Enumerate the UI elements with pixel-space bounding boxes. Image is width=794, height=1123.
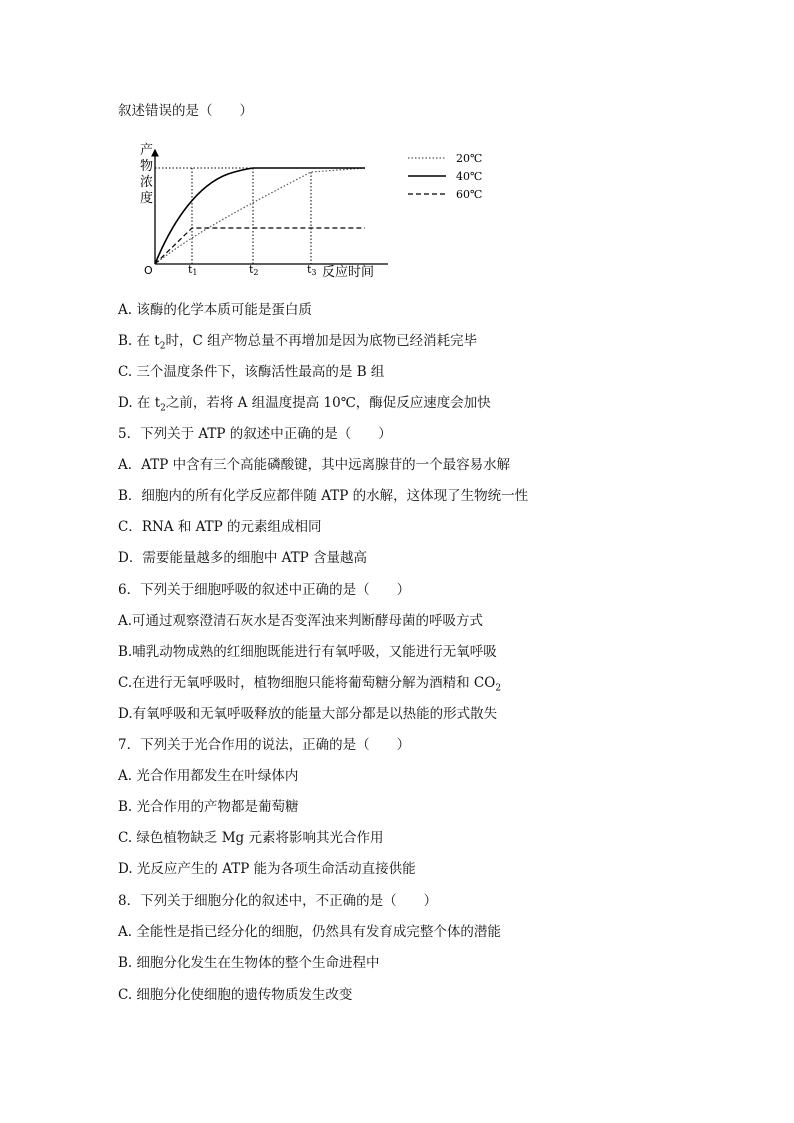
y-axis-label-1: 产 (140, 143, 154, 158)
question-7-stem: 7．下列关于光合作用的说法，正确的是（ ） (118, 737, 411, 753)
question-4-tail: 叙述错误的是（ ） (118, 103, 253, 119)
q7-option-a: A. 光合作用都发生在叶绿体内 (118, 768, 299, 784)
q6-option-a: A.可通过观察澄清石灰水是否变浑浊来判断酵母菌的呼吸方式 (118, 613, 484, 629)
series-20c-line (155, 168, 365, 264)
y-axis-label-3: 浓 (140, 175, 154, 190)
q7-option-d: D. 光反应产生的 ATP 能为各项生命活动直接供能 (118, 861, 416, 877)
question-8-stem: 8．下列关于细胞分化的叙述中，不正确的是（ ） (118, 893, 438, 909)
tick-t2: t2 (249, 263, 259, 277)
enzyme-reaction-chart (128, 140, 498, 290)
q4-option-d: D. 在 $t_2$之前，若将 A 组温度提高 10℃，酶促反应速度会加快 (118, 395, 491, 414)
q6-option-b: B.哺乳动物成熟的红细胞既能进行有氧呼吸，又能进行无氧呼吸 (118, 644, 497, 660)
q4-option-b: B. 在 $t_2$时，C 组产物总量不再增加是因为底物已经消耗完毕 (118, 333, 478, 352)
tick-t1: t1 (188, 263, 198, 277)
tick-t3: t3 (307, 263, 317, 277)
legend-20c-label: 20℃ (456, 152, 483, 165)
q8-option-a: A. 全能性是指已经分化的细胞，仍然具有发育成完整个体的潜能 (118, 924, 501, 940)
y-axis-label-4: 度 (140, 191, 154, 206)
q6-option-d: D.有氧呼吸和无氧呼吸释放的能量大部分都是以热能的形式散失 (118, 706, 498, 722)
legend-60c-label: 60℃ (456, 188, 483, 201)
q7-option-c: C. 绿色植物缺乏 Mg 元素将影响其光合作用 (118, 830, 384, 846)
q5-option-a: A．ATP 中含有三个高能磷酸键，其中远离腺苷的一个最容易水解 (118, 457, 511, 473)
question-6-stem: 6．下列关于细胞呼吸的叙述中正确的是（ ） (118, 582, 411, 598)
origin-label: O (144, 264, 153, 277)
legend-40c-label: 40℃ (456, 170, 483, 183)
question-5-stem: 5．下列关于 ATP 的叙述中正确的是（ ） (118, 426, 392, 442)
x-axis-label: 反应时间 (322, 265, 375, 280)
q5-option-d: D．需要能量越多的细胞中 ATP 含量越高 (118, 550, 368, 566)
q4-option-c: C. 三个温度条件下，该酶活性最高的是 B 组 (118, 364, 385, 380)
q8-option-b: B. 细胞分化发生在生物体的整个生命进程中 (118, 955, 380, 971)
q4-option-a: A. 该酶的化学本质可能是蛋白质 (118, 302, 312, 318)
q5-option-c: C．RNA 和 ATP 的元素组成相同 (118, 519, 322, 535)
series-60c-line (155, 228, 365, 264)
y-axis-label-2: 物 (140, 159, 154, 174)
series-40c-line (155, 168, 365, 264)
q7-option-b: B. 光合作用的产物都是葡萄糖 (118, 799, 299, 815)
q5-option-b: B．细胞内的所有化学反应都伴随 ATP 的水解，这体现了生物统一性 (118, 488, 529, 504)
q6-option-c: C.在进行无氧呼吸时，植物细胞只能将葡萄糖分解为酒精和 $CO_2$ (118, 675, 502, 694)
q8-option-c: C. 细胞分化使细胞的遗传物质发生改变 (118, 987, 353, 1003)
